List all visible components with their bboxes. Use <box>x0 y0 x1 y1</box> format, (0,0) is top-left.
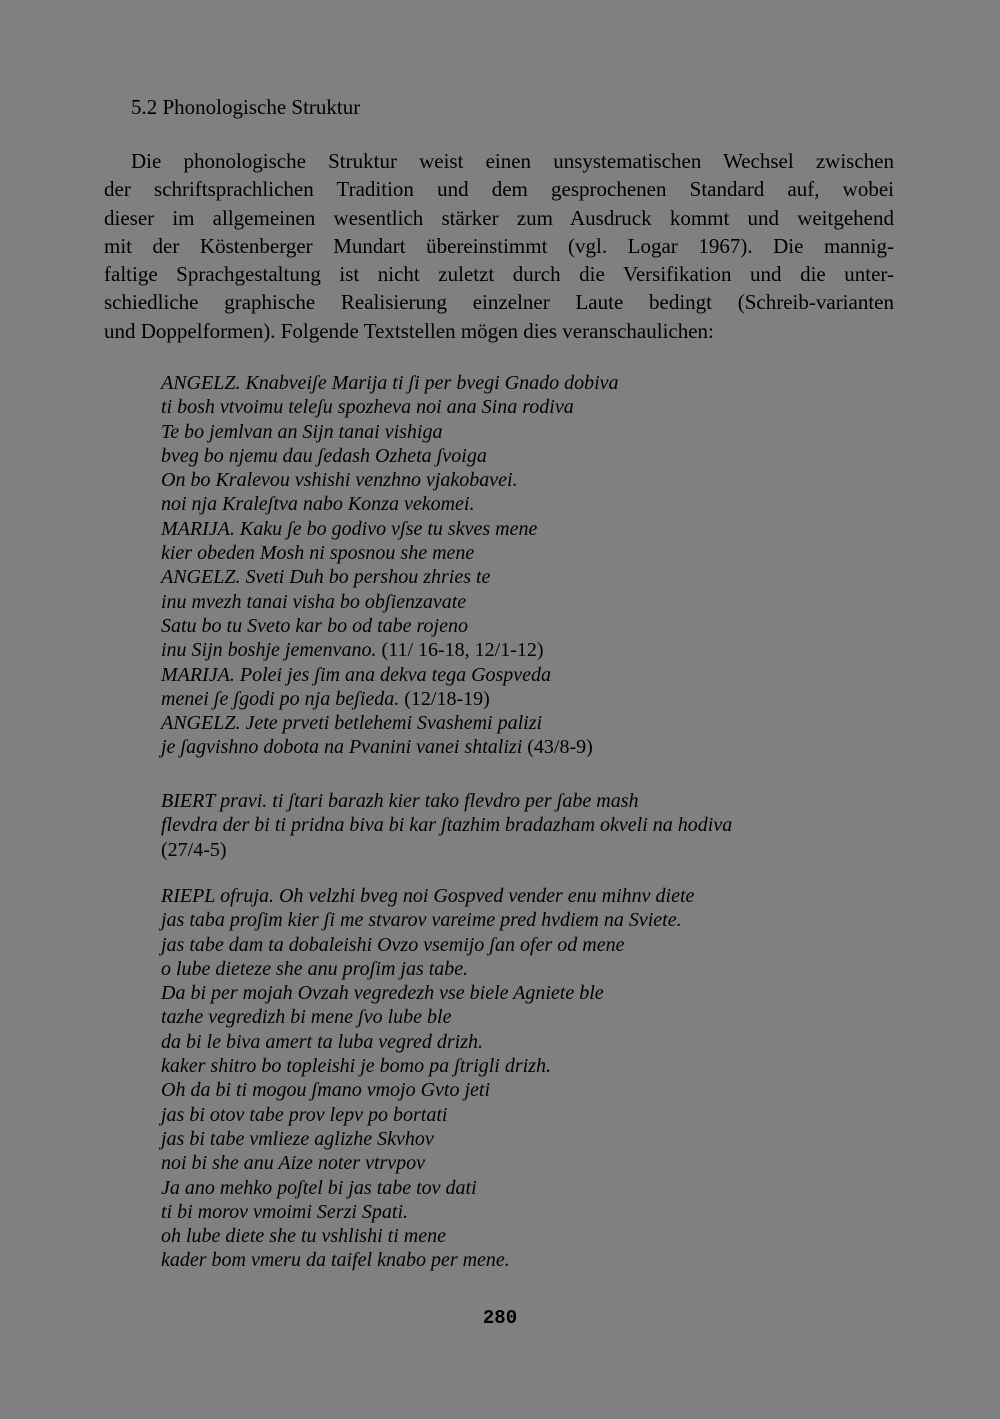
verse-line: tazhe vegredizh bi mene ʃvo lube ble <box>161 1006 452 1029</box>
verse-line: je ʃagvishno dobota na Pvanini vanei shtalizi (43/8-9) <box>161 736 593 759</box>
verse-line: MARIJA. Kaku ʃe bo godivo vʃse tu skves mene <box>161 517 538 540</box>
verse-line: jas bi otov tabe prov lepv po bortati <box>161 1103 448 1126</box>
verse-line: da bi le biva amert ta luba vegred drizh. <box>161 1030 483 1053</box>
verse-line: ANGELZ. Knabveiʃe Marija ti ʃi per bvegi Gnado dobiva <box>161 372 619 394</box>
intro-line: Die phonologische Struktur weist einen unsystematischen Wechsel zwischen <box>131 149 894 173</box>
citation-reference: (43/8-9) <box>522 736 593 759</box>
verse-line: jas taba proʃim kier ʃi me stvarov vareime pred hvdiem na Sviete. <box>161 909 682 932</box>
verse-line: ANGELZ. Sveti Duh bo pershou zhries te <box>161 566 491 589</box>
verse-line: bveg bo njemu dau ʃedash Ozheta ʃvoiga <box>161 444 487 467</box>
intro-line: der schriftsprachlichen Tradition und dem gesprochenen Standard auf, wobei <box>104 177 894 202</box>
intro-line: mit der Köstenberger Mundart übereinstimmt (vgl. Logar 1967). Die mannig- <box>104 233 894 258</box>
intro-line: dieser im allgemeinen wesentlich stärker zum Ausdruck kommt und weitgehend <box>104 205 894 230</box>
verse-line: MARIJA. Polei jes ʃim ana dekva tega Gospveda <box>161 663 552 686</box>
quotation-block-biert <box>161 789 861 862</box>
citation-reference: (27/4-5) <box>161 838 227 861</box>
verse-line: inu Sijn boshje jemenvano. (11/ 16-18, 12/1-12) <box>161 639 544 662</box>
page-number: 280 <box>482 1307 518 1329</box>
verse-line: On bo Kralevou vshishi venzhno vjakobavei. <box>161 469 518 492</box>
verse-line: kader bom vmeru da taifel knabo per mene. <box>161 1249 510 1272</box>
verse-line: Da bi per mojah Ovzah vegredezh vse biele Agniete ble <box>161 982 604 1005</box>
verse-line: o lube dieteze she anu proʃim jas tabe. <box>161 957 469 980</box>
verse-line: inu mvezh tanai visha bo obʃienzavate <box>161 590 467 613</box>
verse-line: ti bosh vtvoimu teleʃu spozheva noi ana Sina rodiva <box>161 396 574 419</box>
verse-line: Ja ano mehko poʃtel bi jas tabe tov dati <box>161 1176 477 1199</box>
intro-line: schiedliche graphische Realisierung einzelner Laute bedingt (Schreib-varianten <box>104 290 894 315</box>
verse-line: Oh da bi ti mogou ʃmano vmojo Gvto jeti <box>161 1079 491 1102</box>
verse-line: ANGELZ. Jete prveti betlehemi Svashemi palizi <box>161 712 543 735</box>
verse-line: flevdra der bi ti pridna biva bi kar ʃtazhim bradazham okveli na hodiva <box>161 814 733 837</box>
verse-line: BIERT pravi. ti ʃtari barazh kier tako flevdro per ʃabe mash <box>161 790 639 812</box>
verse-line: Satu bo tu Sveto kar bo od tabe rojeno <box>161 614 468 637</box>
quotation-block-annunciation <box>161 371 861 760</box>
citation-reference: (12/18-19) <box>399 687 490 710</box>
intro-line: und Doppelformen). Folgende Textstellen mögen dies veranschaulichen: <box>104 318 714 343</box>
verse-line: Te bo jemlvan an Sijn tanai vishiga <box>161 420 443 443</box>
verse-line: oh lube diete she tu vshlishi ti mene <box>161 1225 446 1248</box>
verse-line: menei ʃe ʃgodi po nja beʃieda. (12/18-19) <box>161 687 490 710</box>
quotation-block-riepl <box>161 884 861 1273</box>
verse-line: kier obeden Mosh ni sposnou she mene <box>161 542 475 565</box>
verse-line: jas tabe dam ta dobaleishi Ovzo vsemijo ʃan ofer od mene <box>161 933 625 956</box>
citation-reference: (11/ 16-18, 12/1-12) <box>376 639 544 662</box>
verse-line <box>161 838 861 862</box>
intro-paragraph <box>104 147 894 345</box>
verse-line: ti bi morov vmoimi Serzi Spati. <box>161 1200 409 1223</box>
verse-line: noi nja Kraleʃtva nabo Konza vekomei. <box>161 493 475 516</box>
verse-line: jas bi tabe vmlieze aglizhe Skvhov <box>161 1127 434 1150</box>
verse-line: RIEPL ofruja. Oh velzhi bveg noi Gospved vender enu mihnv diete <box>161 885 695 907</box>
verse-line: kaker shitro bo topleishi je bomo pa ʃtrigli drizh. <box>161 1055 551 1078</box>
section-heading: 5.2 Phonologische Struktur <box>131 95 361 119</box>
intro-line: faltige Sprachgestaltung ist nicht zuletzt durch die Versifikation und die unter- <box>104 262 894 287</box>
verse-line: noi bi she anu Aize noter vtrvpov <box>161 1152 426 1175</box>
